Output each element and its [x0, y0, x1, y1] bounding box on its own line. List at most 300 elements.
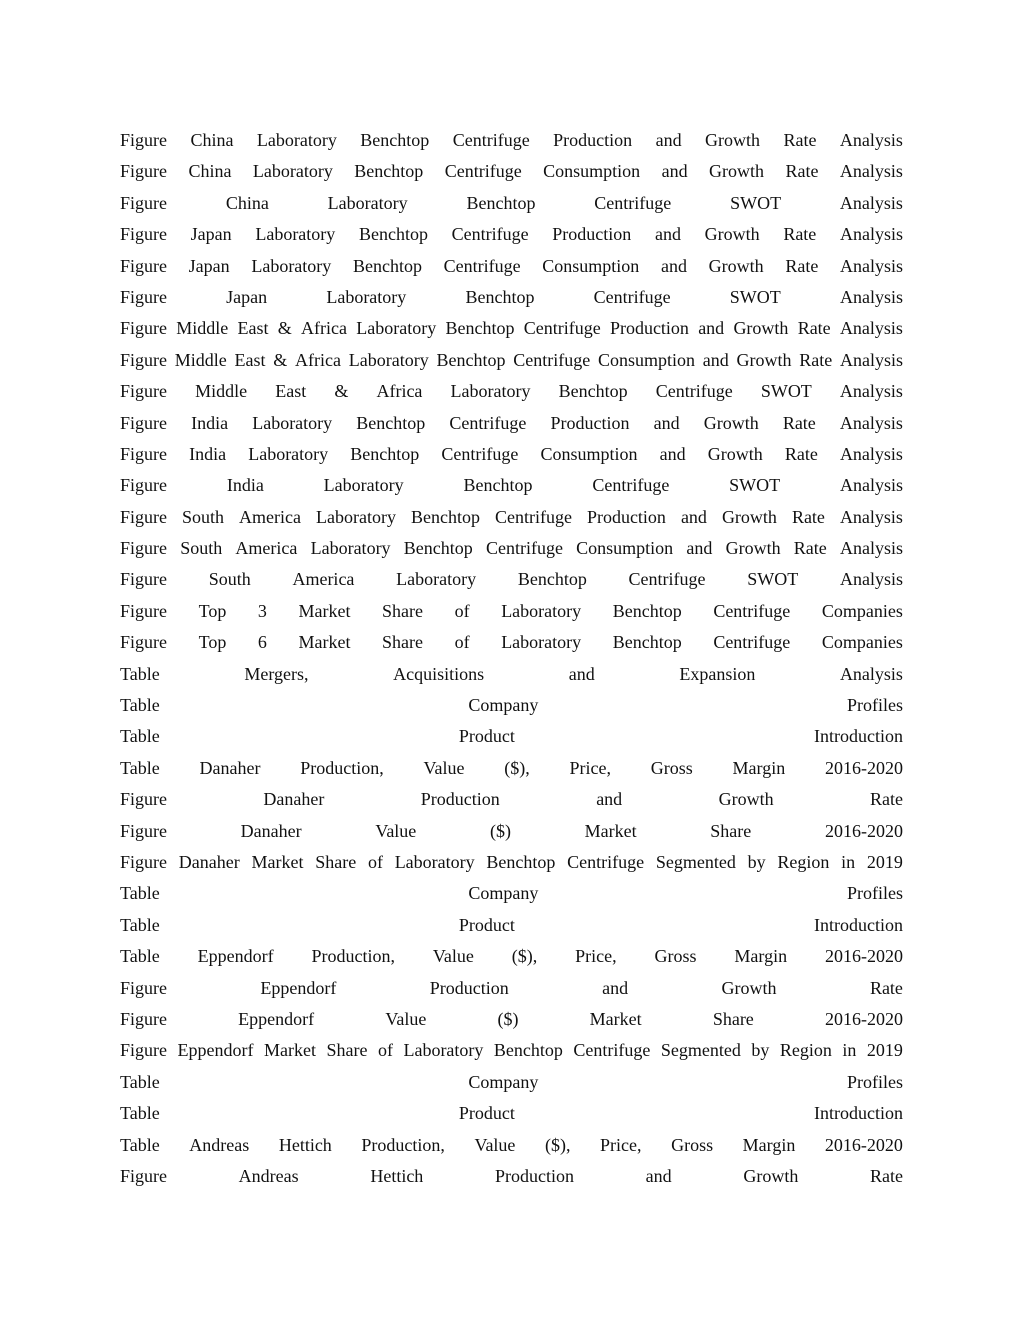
word: Benchtop [410, 506, 480, 527]
word: SWOT [729, 286, 781, 307]
word: Consumption [597, 349, 695, 370]
word: Benchtop [465, 286, 535, 307]
word: Benchtop [612, 600, 682, 621]
word: and [686, 538, 713, 559]
word: East [234, 349, 266, 370]
text-line [120, 470, 903, 501]
word: Figure [120, 192, 167, 213]
word: Analysis [839, 349, 903, 370]
word: Table [120, 914, 160, 935]
word: Gross [650, 757, 693, 778]
word: Figure [120, 820, 167, 841]
word: Growth [708, 255, 764, 276]
word: and [653, 412, 680, 433]
word: India [191, 412, 229, 433]
word: Centrifuge [444, 161, 522, 182]
word: Laboratory [326, 286, 407, 307]
text-line [120, 847, 903, 878]
word: Analysis [839, 161, 903, 182]
word: Centrifuge [513, 349, 591, 370]
word: Share [710, 820, 752, 841]
word: Laboratory [252, 412, 333, 433]
word: Figure [120, 161, 167, 182]
word: Benchtop [463, 475, 533, 496]
word: Centrifuge [485, 538, 563, 559]
word: and [698, 318, 725, 339]
text-line [120, 125, 903, 156]
word: of [367, 851, 383, 872]
word: Analysis [839, 192, 903, 213]
word: and [602, 977, 629, 998]
word: Rate [785, 255, 819, 276]
word: Benchtop [403, 538, 473, 559]
word: and [661, 161, 688, 182]
text-line [120, 1035, 903, 1066]
word: Benchtop [558, 381, 628, 402]
word: 2016-2020 [824, 946, 903, 967]
word: ($), [504, 757, 530, 778]
word: Rate [783, 224, 817, 245]
word: Share [326, 1040, 368, 1061]
word: Price, [569, 757, 611, 778]
word: Middle [174, 349, 227, 370]
word: Centrifuge [593, 286, 671, 307]
word: and [654, 224, 681, 245]
word: Share [382, 632, 424, 653]
word: SWOT [760, 381, 812, 402]
word: Centrifuge [594, 192, 672, 213]
word: Table [120, 663, 160, 684]
word: Growth [721, 977, 777, 998]
word: Laboratory [403, 1040, 484, 1061]
word: Eppendorf [177, 1040, 254, 1061]
word: & [277, 318, 292, 339]
word: Analysis [839, 381, 903, 402]
word: Share [315, 851, 357, 872]
word: in [842, 1040, 857, 1061]
word: Laboratory [256, 130, 337, 150]
word: Market [298, 600, 351, 621]
word: Table [120, 695, 160, 716]
word: Growth [705, 130, 761, 150]
word: Value [385, 1008, 427, 1029]
word: Product [458, 914, 515, 935]
word: America [235, 538, 298, 559]
word: 6 [257, 632, 267, 653]
word: Company [468, 883, 539, 904]
word: Market [589, 1008, 642, 1029]
word: Top [198, 632, 227, 653]
word: Production, [300, 757, 384, 778]
text-line [120, 282, 903, 313]
word: Figure [120, 506, 167, 527]
word: Rate [869, 977, 903, 998]
text-line [120, 721, 903, 752]
word: Centrifuge [592, 475, 670, 496]
word: Companies [821, 632, 903, 653]
word: China [188, 161, 232, 182]
word: of [454, 632, 470, 653]
text-line [120, 910, 903, 941]
word: Figure [120, 349, 167, 370]
word: and [659, 443, 686, 464]
word: Product [458, 1103, 515, 1124]
word: and [660, 255, 687, 276]
word: Companies [821, 600, 903, 621]
text-line [120, 1067, 903, 1098]
text-line [120, 753, 903, 784]
word: Laboratory [356, 318, 437, 339]
word: Andreas [238, 1165, 299, 1186]
word: Analysis [839, 506, 903, 527]
word: Laboratory [251, 255, 332, 276]
text-line [120, 408, 903, 439]
word: China [190, 130, 234, 150]
word: Benchtop [445, 318, 515, 339]
word: Table [120, 883, 160, 904]
word: Laboratory [255, 224, 336, 245]
word: and [655, 130, 682, 150]
word: Laboratory [327, 192, 408, 213]
word: Laboratory [501, 600, 582, 621]
word: China [225, 192, 269, 213]
word: Rate [870, 789, 903, 810]
word: Benchtop [352, 255, 422, 276]
word: Analysis [839, 130, 903, 150]
word: Danaher [263, 789, 325, 810]
word: Figure [120, 443, 167, 464]
word: South [182, 506, 225, 527]
word: 2016-2020 [824, 1008, 903, 1029]
word: Figure [120, 538, 167, 559]
word: ($), [544, 1134, 571, 1155]
word: Figure [120, 851, 167, 872]
word: by [747, 851, 766, 872]
word: Africa [376, 381, 423, 402]
text-line [120, 973, 903, 1004]
word: Figure [120, 569, 167, 590]
word: and [702, 349, 729, 370]
word: India [189, 443, 227, 464]
word: Africa [301, 318, 347, 339]
word: Figure [120, 255, 167, 276]
word: Share [712, 1008, 754, 1029]
word: Benchtop [350, 443, 420, 464]
word: Production [553, 130, 633, 150]
word: Centrifuge [523, 318, 601, 339]
word: Share [382, 600, 424, 621]
word: Gross [654, 946, 697, 967]
word: Analysis [839, 286, 903, 307]
word: Figure [120, 286, 167, 307]
word: Expansion [679, 663, 756, 684]
text-line [120, 564, 903, 595]
word: Company [468, 1071, 539, 1092]
word: Rate [782, 412, 816, 433]
word: Benchtop [360, 130, 430, 150]
word: Figure [120, 600, 167, 621]
word: South [208, 569, 251, 590]
word: Benchtop [493, 1040, 563, 1061]
word: Introduction [814, 914, 903, 935]
word: Figure [120, 412, 167, 433]
word: Eppendorf [260, 977, 337, 998]
word: Growth [721, 506, 777, 527]
word: Laboratory [450, 381, 531, 402]
word: Benchtop [356, 412, 426, 433]
word: Laboratory [394, 851, 475, 872]
word: Laboratory [348, 349, 429, 370]
word: Top [198, 600, 227, 621]
word: Laboratory [252, 161, 333, 182]
word: Growth [703, 412, 759, 433]
text-line [120, 219, 903, 250]
word: of [377, 1040, 393, 1061]
word: Centrifuge [573, 1040, 651, 1061]
text-line [120, 533, 903, 564]
word: Centrifuge [628, 569, 706, 590]
word: Analysis [839, 224, 903, 245]
text-line [120, 659, 903, 690]
word: Rate [784, 443, 818, 464]
word: Introduction [814, 1103, 903, 1124]
word: Benchtop [354, 161, 424, 182]
word: 2019 [866, 851, 903, 872]
word: Hettich [370, 1165, 424, 1186]
word: Market [298, 632, 351, 653]
word: Growth [733, 318, 789, 339]
word: Figure [120, 1008, 167, 1029]
word: India [226, 475, 264, 496]
word: Figure [120, 318, 167, 339]
word: Table [120, 1071, 160, 1092]
word: Centrifuge [713, 632, 791, 653]
word: Growth [725, 538, 781, 559]
text-line [120, 251, 903, 282]
word: Region [777, 851, 830, 872]
word: Danaher [178, 851, 240, 872]
text-line [120, 439, 903, 470]
text-line [120, 345, 903, 376]
text-line [120, 1130, 903, 1161]
text-line [120, 1161, 903, 1192]
word: Production [420, 789, 500, 810]
word: Benchtop [612, 632, 682, 653]
text-line [120, 313, 903, 344]
word: Value [432, 946, 474, 967]
word: Rate [793, 538, 827, 559]
text-line [120, 376, 903, 407]
word: SWOT [729, 475, 781, 496]
word: Segmented [660, 1040, 741, 1061]
word: Market [584, 820, 637, 841]
word: Market [263, 1040, 316, 1061]
word: Figure [120, 130, 167, 150]
word: East [237, 318, 269, 339]
text-line [120, 156, 903, 187]
word: Value [423, 757, 465, 778]
word: Middle [195, 381, 248, 402]
word: Production [609, 318, 689, 339]
text-line [120, 596, 903, 627]
word: Consumption [576, 538, 674, 559]
word: Growth [743, 1165, 799, 1186]
word: Product [458, 726, 515, 747]
word: Table [120, 726, 160, 747]
word: Growth [718, 789, 774, 810]
word: Eppendorf [238, 1008, 315, 1029]
word: SWOT [730, 192, 782, 213]
word: Benchtop [517, 569, 587, 590]
word: America [239, 506, 301, 527]
text-line [120, 784, 903, 815]
text-line [120, 690, 903, 721]
text-line [120, 1004, 903, 1035]
word: Growth [736, 349, 792, 370]
word: Price, [575, 946, 617, 967]
word: Gross [671, 1134, 714, 1155]
word: and [568, 663, 595, 684]
word: Centrifuge [452, 130, 530, 150]
word: Consumption [543, 161, 641, 182]
word: 3 [257, 600, 267, 621]
word: Rate [870, 1165, 903, 1186]
word: Production [552, 224, 632, 245]
word: Laboratory [315, 506, 396, 527]
text-line [120, 188, 903, 219]
word: Growth [709, 161, 765, 182]
word: Centrifuge [449, 412, 527, 433]
word: Value [375, 820, 417, 841]
word: Rate [797, 318, 831, 339]
word: Growth [704, 224, 760, 245]
word: Japan [190, 224, 232, 245]
word: Figure [120, 381, 167, 402]
word: ($), [511, 946, 538, 967]
word: Introduction [814, 726, 903, 747]
word: Market [251, 851, 304, 872]
word: Laboratory [323, 475, 404, 496]
word: Production [429, 977, 509, 998]
word: SWOT [747, 569, 799, 590]
word: Value [474, 1134, 516, 1155]
word: Danaher [199, 757, 261, 778]
word: Africa [295, 349, 341, 370]
word: Benchtop [486, 851, 556, 872]
word: Benchtop [466, 192, 536, 213]
word: Rate [783, 130, 817, 150]
word: Table [120, 757, 160, 778]
word: Figure [120, 224, 167, 245]
word: Analysis [839, 569, 903, 590]
text-line [120, 1098, 903, 1129]
word: Rate [791, 506, 825, 527]
word: and [680, 506, 707, 527]
word: of [454, 600, 470, 621]
word: Production [494, 1165, 574, 1186]
word: Analysis [839, 663, 903, 684]
word: Analysis [839, 443, 903, 464]
word: Region [779, 1040, 832, 1061]
word: Table [120, 1103, 160, 1124]
text-line [120, 941, 903, 972]
word: Profiles [847, 883, 903, 904]
word: 2019 [866, 1040, 903, 1061]
word: Profiles [847, 1071, 903, 1092]
word: Japan [188, 255, 230, 276]
word: Analysis [839, 538, 903, 559]
word: Table [120, 946, 160, 967]
word: Centrifuge [451, 224, 529, 245]
word: Profiles [847, 695, 903, 716]
word: Segmented [655, 851, 736, 872]
word: Japan [226, 286, 268, 307]
text-line [120, 816, 903, 847]
word: & [334, 381, 349, 402]
word: Centrifuge [443, 255, 521, 276]
word: Figure [120, 977, 167, 998]
word: Centrifuge [567, 851, 645, 872]
text-line [120, 878, 903, 909]
word: Analysis [840, 255, 903, 276]
word: Centrifuge [494, 506, 572, 527]
word: Figure [120, 1040, 167, 1061]
word: Benchtop [436, 349, 506, 370]
word: Production [550, 412, 630, 433]
word: & [273, 349, 288, 370]
word: Mergers, [244, 663, 309, 684]
word: Consumption [540, 443, 638, 464]
word: America [292, 569, 355, 590]
word: Production, [311, 946, 395, 967]
word: South [180, 538, 223, 559]
word: and [596, 789, 623, 810]
word: Danaher [240, 820, 302, 841]
word: Middle [176, 318, 229, 339]
word: Laboratory [396, 569, 477, 590]
word: Price, [600, 1134, 642, 1155]
word: Growth [707, 443, 763, 464]
word: Andreas [189, 1134, 250, 1155]
word: Benchtop [358, 224, 428, 245]
word: Centrifuge [655, 381, 733, 402]
word: Analysis [839, 412, 903, 433]
word: Rate [799, 349, 833, 370]
word: Margin [734, 946, 788, 967]
word: ($) [497, 1008, 519, 1029]
word: 2016-2020 [824, 1134, 903, 1155]
word: Table [120, 1134, 160, 1155]
word: by [751, 1040, 770, 1061]
word: ($) [489, 820, 511, 841]
word: Eppendorf [197, 946, 274, 967]
word: Hettich [278, 1134, 332, 1155]
word: Figure [120, 632, 167, 653]
word: Margin [732, 757, 786, 778]
word: 2016-2020 [824, 820, 903, 841]
text-line [120, 627, 903, 658]
word: Figure [120, 1165, 167, 1186]
word: Figure [120, 475, 167, 496]
word: Acquisitions [393, 663, 485, 684]
word: Production [586, 506, 666, 527]
word: Analysis [840, 475, 903, 496]
word: Rate [785, 161, 819, 182]
word: in [841, 851, 856, 872]
word: Margin [742, 1134, 796, 1155]
document-body [120, 125, 903, 1192]
word: 2016-2020 [824, 757, 903, 778]
